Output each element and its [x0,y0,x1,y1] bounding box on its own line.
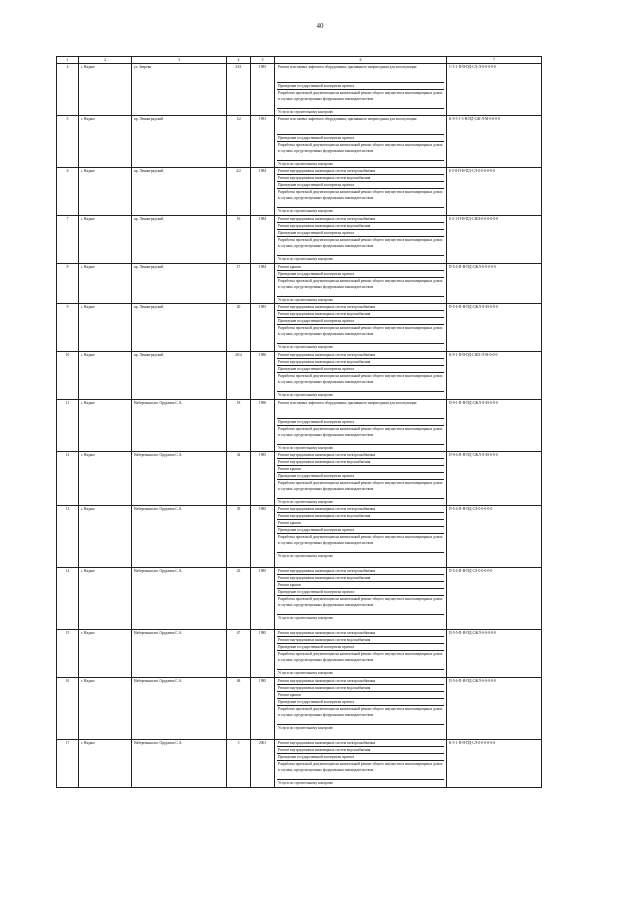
work-item: Услуги по строительному контролю [278,110,334,114]
code-cell: С-5-1-П-Н-ПД-СЛ-Л-0-0-0-0-0 [447,64,542,116]
street-cell: пр. Ленинградский [132,116,227,168]
year-cell: 1983 [251,64,275,116]
year-cell: 1985 [251,452,275,506]
works-cell [275,64,447,116]
column-header: 2 [79,57,132,64]
work-item: Проведение государственной экспертизы проекта [277,366,444,373]
column-header: 6 [275,57,447,64]
year-cell: 1983 [251,304,275,352]
work-item: Ремонт внутридомовых инженерных систем водоснабжения [277,513,444,520]
code-cell: П-5-5-П-Н-ПД-СЖЛ-0-0-0-0-0 [447,630,542,678]
row-number: 6 [57,168,79,216]
work-item: Разработка проектной документации на капитальный ремонт общего имущества в многоквартирных домах в случаях, предусмотренных федеральным законодательством [277,651,444,670]
city-cell: г. Надым [79,400,132,452]
column-header: 7 [447,57,542,64]
table-row [57,630,542,678]
work-item: Проведение государственной экспертизы проекта [277,419,444,426]
street-cell: Набережная им. Оруджева С.А. [132,740,227,788]
works-cell [275,116,447,168]
column-header: 3 [132,57,227,64]
table-row [57,304,542,352]
city-cell: г. Надым [79,264,132,304]
year-cell: 1985 [251,678,275,740]
work-item: Проведение государственной экспертизы проекта [277,83,444,90]
works-cell [275,506,447,568]
work-item: Разработка проектной документации на капитальный ремонт общего имущества в многоквартирных домах в случаях, предусмотренных федеральным законодательством [277,426,444,445]
street-cell: пр. Ленинградский [132,352,227,400]
year-cell: 1984 [251,168,275,216]
table-row [57,506,542,568]
work-item: Ремонт внутридомовых инженерных систем электроснабжения [277,678,444,685]
row-number: 5 [57,116,79,168]
work-item: Разработка проектной документации на капитальный ремонт общего имущества в многоквартирных домах в случаях, предусмотренных федеральным законодательством [277,90,444,109]
house-number-cell: 1/2 [227,116,251,168]
work-item: Услуги по строительному контролю [278,781,334,785]
city-cell: г. Надым [79,304,132,352]
work-item: Услуги по строительному контролю [278,726,334,730]
street-cell: Набережная им. Оруджева С.А. [132,452,227,506]
work-item: Ремонт внутридомовых инженерных систем водоснабжения [277,359,444,366]
city-cell: г. Надым [79,168,132,216]
work-item: Ремонт внутридомовых инженерных систем водоснабжения [277,637,444,644]
row-number: 7 [57,216,79,264]
work-item: Проведение государственной экспертизы проекта [277,589,444,596]
work-item: Проведение государственной экспертизы проекта [277,527,444,534]
code-cell: П-5-4-П-Н-ПД-СЖЛ-0-0-0-0-0 [447,678,542,740]
work-item: Ремонт внутридомовых инженерных систем электроснабжения [277,168,444,175]
work-item: Разработка проектной документации на капитальный ремонт общего имущества в многоквартирных домах в случаях, предусмотренных федеральным законодательством [277,761,444,780]
city-cell: г. Надым [79,506,132,568]
house-number-cell: 2/2 [227,168,251,216]
work-item: Проведение государственной экспертизы проекта [277,318,444,325]
house-number-cell: 16 [227,216,251,264]
work-item: Ремонт или замена лифтового оборудования, признанного непригодным для эксплуатации [277,64,444,83]
city-cell: г. Надым [79,678,132,740]
street-cell: ул. Зверева [132,64,227,116]
works-cell [275,264,447,304]
row-number: 4 [57,64,79,116]
work-item: Проведение государственной экспертизы проекта [277,135,444,142]
work-item: Ремонт или замена лифтового оборудования, признанного непригодным для эксплуатации [277,400,444,419]
row-number: 15 [57,630,79,678]
work-item: Ремонт внутридомовых инженерных систем водоснабжения [277,459,444,466]
table-row [57,216,542,264]
house-number-cell: 18 [227,400,251,452]
work-item: Разработка проектной документации на капитальный ремонт общего имущества в многоквартирных домах в случаях, предусмотренных федеральным законодательством [277,278,444,297]
city-cell: г. Надым [79,630,132,678]
code-cell: П-5-6-П-Н-ПД-СЖЛ-Л-М-0-0-0 [447,304,542,352]
street-cell: Набережная им. Оруджева С.А. [132,506,227,568]
street-cell: пр. Ленинградский [132,168,227,216]
work-item: Проведение государственной экспертизы проекта [277,271,444,278]
street-cell: Набережная им. Оруджева С.А. [132,400,227,452]
work-item: Ремонт внутридомовых инженерных систем электроснабжения [277,216,444,223]
work-item: Разработка проектной документации на капитальный ремонт общего имущества в многоквартирных домах в случаях, предусмотренных федеральным законодательством [277,480,444,499]
street-cell: пр. Ленинградский [132,304,227,352]
code-cell: П-9-4-П-Н-ПД-СЖЛ-Л-М-0-0-0 [447,452,542,506]
works-cell [275,678,447,740]
row-number: 14 [57,568,79,630]
code-cell: П-9-1-П-Н-ПД-СЖЛ-Л-М-0-0-0 [447,400,542,452]
work-item: Услуги по строительному контролю [278,616,334,620]
column-header: 1 [57,57,79,64]
page-number: 40 [316,22,324,30]
work-item: Проведение государственной экспертизы проекта [277,754,444,761]
works-cell [275,452,447,506]
city-cell: г. Надым [79,64,132,116]
house-number-cell: 34 [227,452,251,506]
code-cell: К-9-5-1-3-Н-ПД-СЖ-Л-М-0-0-0-0 [447,116,542,168]
table-row [57,264,542,304]
code-cell: П-5-4-П-Н-ПД-СЛ-0-0-0-0-0 [447,568,542,630]
table-row [57,678,542,740]
code-cell: Б-5-8-П-Н-ПД-СЛ-0-0-0-0-0-0 [447,168,542,216]
work-item: Услуги по строительному контролю [278,209,334,213]
work-item: Разработка проектной документации на капитальный ремонт общего имущества в многоквартирных домах в случаях, предусмотренных федеральным законодательством [277,534,444,553]
work-item: Услуги по строительному контролю [278,554,334,558]
house-number-cell: 23/1 [227,64,251,116]
year-cell: 1985 [251,630,275,678]
table-row [57,168,542,216]
work-item: Ремонт или замена лифтового оборудования, признанного непригодным для эксплуатации [277,116,444,135]
house-number-cell: 48 [227,678,251,740]
work-item: Ремонт внутридомовых инженерных систем водоснабжения [277,747,444,754]
row-number: 10 [57,352,79,400]
work-item: Разработка проектной документации на капитальный ремонт общего имущества в многоквартирных домах в случаях, предусмотренных федеральным законодательством [277,373,444,392]
work-item: Ремонт внутридомовых инженерных систем водоснабжения [277,685,444,692]
work-item: Ремонт внутридомовых инженерных систем водоснабжения [277,223,444,230]
code-cell: К-9-1-П-Н-ПД-СЖЛ-Л-М-0-0-0 [447,352,542,400]
work-item: Проведение государственной экспертизы проекта [277,699,444,706]
year-cell: 2001 [251,740,275,788]
work-item: Разработка проектной документации на капитальный ремонт общего имущества в многоквартирных домах в случаях, предусмотренных федеральным законодательством [277,596,444,615]
street-cell: Набережная им. Оруджева С.А. [132,630,227,678]
code-cell: Б-5-1-П-Н-ПД-СЖЛ-0-0-0-0-0-0 [447,216,542,264]
work-item: Ремонт внутридомовых инженерных систем электроснабжения [277,740,444,747]
work-item: Разработка проектной документации на капитальный ремонт общего имущества в многоквартирных домах в случаях, предусмотренных федеральным законодательством [277,237,444,256]
work-item: Ремонт внутридомовых инженерных систем электроснабжения [277,568,444,575]
work-item: Ремонт крыши [277,264,444,271]
repair-registry-table [56,56,542,788]
row-number: 9 [57,304,79,352]
work-item: Ремонт внутридомовых инженерных систем электроснабжения [277,630,444,637]
work-item: Разработка проектной документации на капитальный ремонт общего имущества в многоквартирных домах в случаях, предусмотренных федеральным законодательством [277,142,444,161]
work-item: Ремонт крыши [277,466,444,473]
work-item: Ремонт внутридомовых инженерных систем водоснабжения [277,575,444,582]
work-item: Проведение государственной экспертизы проекта [277,644,444,651]
work-item: Услуги по строительному контролю [278,393,334,397]
works-cell [275,304,447,352]
work-item: Услуги по строительному контролю [278,345,334,349]
city-cell: г. Надым [79,352,132,400]
street-cell: Набережная им. Оруджева С.А. [132,678,227,740]
column-header: 5 [251,57,275,64]
city-cell: г. Надым [79,216,132,264]
table-row [57,452,542,506]
street-cell: Набережная им. Оруджева С.А. [132,568,227,630]
works-cell [275,216,447,264]
work-item: Ремонт крыши [277,582,444,589]
row-number: 17 [57,740,79,788]
year-cell: 1991 [251,116,275,168]
table-row [57,740,542,788]
house-number-cell: 20 [227,304,251,352]
city-cell: г. Надым [79,452,132,506]
table-row [57,64,542,116]
table-row [57,116,542,168]
row-number: 12 [57,452,79,506]
work-item: Ремонт внутридомовых инженерных систем водоснабжения [277,311,444,318]
work-item: Разработка проектной документации на капитальный ремонт общего имущества в многоквартирных домах в случаях, предусмотренных федеральным законодательством [277,706,444,725]
work-item: Ремонт крыши [277,520,444,527]
row-number: 11 [57,400,79,452]
row-number: 8 [57,264,79,304]
work-item: Ремонт внутридомовых инженерных систем электроснабжения [277,352,444,359]
house-number-cell: 39 [227,506,251,568]
column-number-row [57,57,542,64]
work-item: Услуги по строительному контролю [278,298,334,302]
work-item: Проведение государственной экспертизы проекта [277,473,444,480]
code-cell: П-5-4-П-Н-ПД-СЖЛ-0-0-0-0-0 [447,264,542,304]
work-item: Ремонт внутридомовых инженерных систем водоснабжения [277,175,444,182]
work-item: Услуги по строительному контролю [278,446,334,450]
work-item: Разработка проектной документации на капитальный ремонт общего имущества в многоквартирных домах в случаях, предусмотренных федеральным законодательством [277,325,444,344]
works-cell [275,352,447,400]
year-cell: 1986 [251,352,275,400]
table-row [57,352,542,400]
work-item: Услуги по строительному контролю [278,500,334,504]
work-item: Разработка проектной документации на капитальный ремонт общего имущества в многоквартирных домах в случаях, предусмотренных федеральным законодательством [277,189,444,208]
row-number: 13 [57,506,79,568]
work-item: Услуги по строительному контролю [278,671,334,675]
table-body [57,64,542,788]
work-item: Проведение государственной экспертизы проекта [277,230,444,237]
year-cell: 1985 [251,506,275,568]
work-item: Проведение государственной экспертизы проекта [277,182,444,189]
house-number-cell: 5 [227,740,251,788]
work-item: Ремонт крыши [277,692,444,699]
city-cell: г. Надым [79,740,132,788]
works-cell [275,168,447,216]
table-row [57,568,542,630]
works-cell [275,740,447,788]
works-cell [275,400,447,452]
year-cell: 1984 [251,216,275,264]
street-cell: пр. Ленинградский [132,264,227,304]
year-cell: 1985 [251,568,275,630]
street-cell: пр. Ленинградский [132,216,227,264]
house-number-cell: 26/4 [227,352,251,400]
code-cell: П-5-4-П-Н-ПД-СЛ-0-0-0-0-0 [447,506,542,568]
work-item: Ремонт внутридомовых инженерных систем электроснабжения [277,452,444,459]
work-item: Услуги по строительному контролю [278,162,334,166]
table-row [57,400,542,452]
city-cell: г. Надым [79,116,132,168]
house-number-cell: 17 [227,264,251,304]
work-item: Ремонт внутридомовых инженерных систем электроснабжения [277,304,444,311]
works-cell [275,568,447,630]
year-cell: 1984 [251,264,275,304]
row-number: 16 [57,678,79,740]
house-number-cell: 47 [227,630,251,678]
work-item: Услуги по строительному контролю [278,257,334,261]
city-cell: г. Надым [79,568,132,630]
works-cell [275,630,447,678]
code-cell: К-5-1-П-Н-ПД-СЛ-0-0-0-0-0-0 [447,740,542,788]
year-cell: 1996 [251,400,275,452]
work-item: Ремонт внутридомовых инженерных систем электроснабжения [277,506,444,513]
column-header: 4 [227,57,251,64]
house-number-cell: 43 [227,568,251,630]
